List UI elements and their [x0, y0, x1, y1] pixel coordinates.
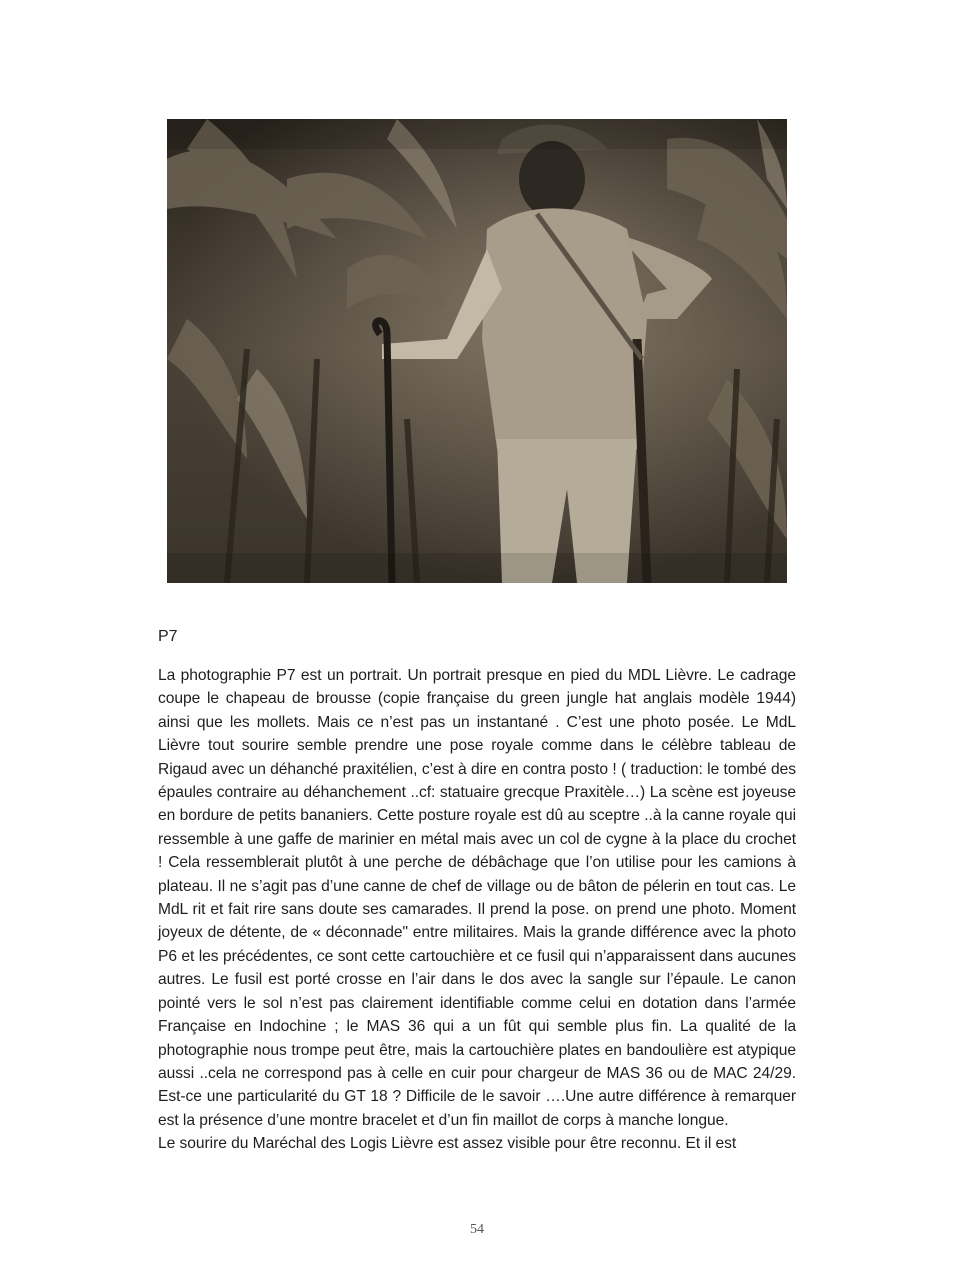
photo-p7 — [167, 119, 787, 583]
paragraph: Le sourire du Maréchal des Logis Lièvre est assez visible pour être reconnu. Et il est — [158, 1135, 737, 1153]
photo-p7-image — [167, 119, 787, 583]
page-number: 54 — [470, 1222, 484, 1237]
paragraph: La photographie P7 est un portrait. Un portrait presque en pied du MDL Lièvre. Le cadrage coupe le chapeau de brousse (copie française du green jungle hat anglais modèle 1944) ainsi que les mollets. Mais ce n’est pas un instantané . C’est une photo posée. Le MdL Lièvre tout sourire semble prendre une pose royale comme dans le célèbre tableau de Rigaud avec un déhanché praxitélien, c’est à dire en contra posto ! ( traduction: le tombé des épaules contraire au déhanchement ..cf: statuaire grecque Praxitèle…) La scène est joyeuse en bordure de petits bananiers. Cette posture royale est dû au sceptre ..à la canne royale qui ressemble à une gaffe de marinier en métal mais avec un col de cygne à la place du crochet ! Cela ressemblerait plutôt à une perche de débâchage que l’on utilise pour les camions à plateau. Il ne s’agit pas d’une canne de chef de village ou de bâton de pélerin en tout cas. Le MdL rit et fait rire sans doute ses camarades. Il prend la pose. on prend une photo. Moment joyeux de détente, de « déconnade" entre militaires. Mais la grande différence avec la photo P6 et les précédentes, ce sont cette cartouchière et ce fusil qui n’apparaissent dans aucunes autres. Le fusil est porté crosse en l’air dans le dos avec la sangle sur l’épaule. Le canon pointé vers le sol n’est pas clairement identifiable comme celui en dotation dans l’armée Française en Indochine ; le MAS 36 qui a un fût qui semble plus fin. La qualité de la photographie nous trompe peut être, mais la cartouchière plates en bandoulière est atypique aussi ..cela ne correspond pas à celle en cuir pour chargeur de MAS 36 ou de MAC 24/29. Est-ce une particularité du GT 18 ? Difficile de le savoir ….Une autre différence à remarquer est la présence d’une montre bracelet et d’un fin maillot de corps à manche longue. — [158, 667, 796, 1129]
body-text — [158, 664, 796, 1156]
photo-caption: P7 — [158, 628, 178, 645]
